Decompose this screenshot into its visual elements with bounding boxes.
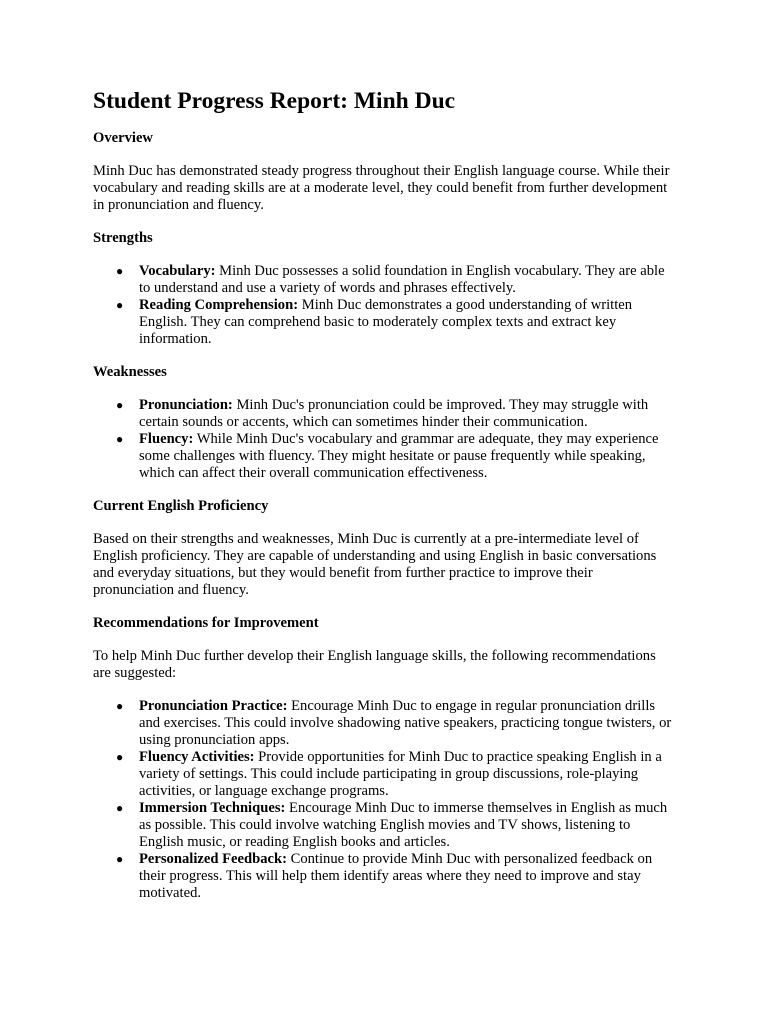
list-item — [116, 698, 675, 749]
list-item — [116, 800, 675, 851]
item-text: Provide opportunities for Minh Duc to practice speaking English in a variety of settings. This could include participating in group discussions, role-playing activities, or language exchange programs. — [139, 749, 662, 799]
item-text: Minh Duc's pronunciation could be improved. They may struggle with certain sounds or accents, which can sometimes hinder their communication. — [139, 397, 649, 430]
proficiency-text: Based on their strengths and weaknesses, Minh Duc is currently at a pre-intermediate level of English proficiency. They are capable of understanding and using English in basic conversations and everyday situations, but they would benefit from further practice to improve their pronunciation and fluency. — [93, 531, 657, 598]
bullet-icon: ● — [116, 852, 124, 866]
item-text: Continue to provide Minh Duc with personalized feedback on their progress. This will help them identify areas where they need to improve and stay motivated. — [139, 851, 653, 901]
bullet-icon: ● — [116, 432, 124, 446]
strengths-heading: Strengths — [93, 230, 153, 246]
bullet-icon: ● — [116, 264, 124, 278]
list-item — [116, 431, 675, 482]
list-item — [116, 297, 675, 348]
item-label: Personalized Feedback: — [139, 851, 287, 867]
item-label: Fluency: — [139, 431, 194, 447]
item-label: Fluency Activities: — [139, 749, 255, 765]
list-item — [116, 749, 675, 800]
bullet-icon: ● — [116, 750, 124, 764]
recommendations-list — [93, 698, 675, 902]
overview-heading: Overview — [93, 130, 153, 146]
item-text: Minh Duc possesses a solid foundation in English vocabulary. They are able to understand and use a variety of words and phrases effectively. — [139, 263, 665, 296]
list-item — [116, 397, 675, 431]
recommendations-intro: To help Minh Duc further develop their English language skills, the following recommendations are suggested: — [93, 648, 656, 681]
bullet-icon: ● — [116, 398, 124, 412]
bullet-icon: ● — [116, 801, 124, 815]
item-label: Pronunciation Practice: — [139, 698, 288, 714]
item-text: Encourage Minh Duc to engage in regular pronunciation drills and exercises. This could involve shadowing native speakers, practicing tongue twisters, or using pronunciation apps. — [139, 698, 672, 748]
bullet-icon: ● — [116, 699, 124, 713]
weaknesses-list — [93, 397, 675, 482]
bullet-icon: ● — [116, 298, 124, 312]
weaknesses-heading: Weaknesses — [93, 364, 167, 380]
recommendations-heading: Recommendations for Improvement — [93, 615, 319, 631]
overview-text: Minh Duc has demonstrated steady progress throughout their English language course. While their vocabulary and reading skills are at a moderate level, they could benefit from further development in pronunciation and fluency. — [93, 163, 670, 213]
item-text: While Minh Duc's vocabulary and grammar are adequate, they may experience some challenges with fluency. They might hesitate or pause frequently while speaking, which can affect their overall communication effectiveness. — [139, 431, 659, 481]
proficiency-heading: Current English Proficiency — [93, 498, 269, 514]
page-title: Student Progress Report: Minh Duc — [93, 88, 456, 114]
strengths-list — [93, 263, 675, 348]
item-label: Pronunciation: — [139, 397, 233, 413]
list-item — [116, 263, 675, 297]
list-item — [116, 851, 675, 902]
item-label: Immersion Techniques: — [139, 800, 286, 816]
item-text: Encourage Minh Duc to immerse themselves in English as much as possible. This could involve watching English movies and TV shows, listening to English music, or reading English books and articles. — [139, 800, 668, 850]
item-label: Reading Comprehension: — [139, 297, 299, 313]
item-label: Vocabulary: — [139, 263, 216, 279]
item-text: Minh Duc demonstrates a good understanding of written English. They can comprehend basic to moderately complex texts and extract key information. — [139, 297, 633, 347]
